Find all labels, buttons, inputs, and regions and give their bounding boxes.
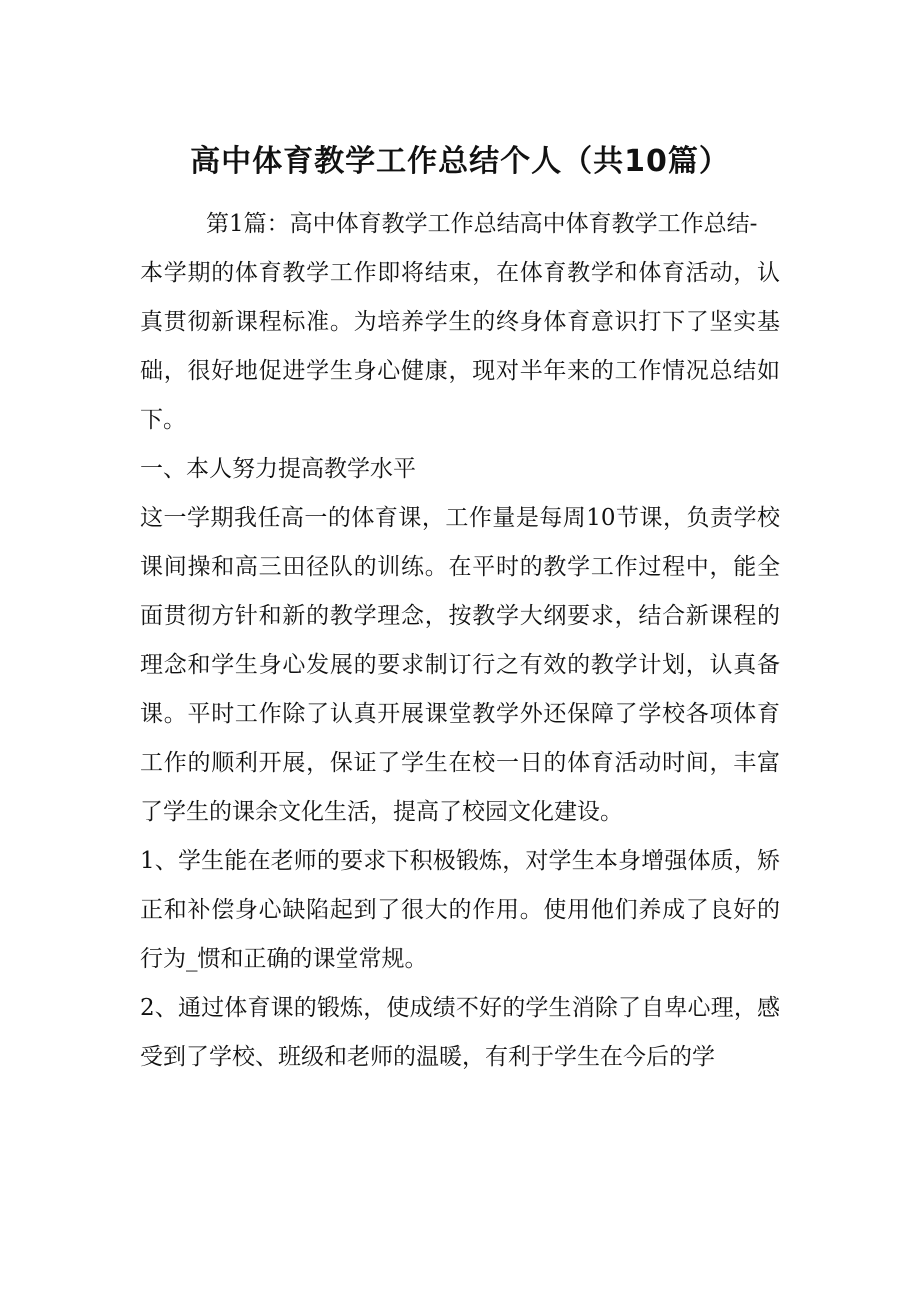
section-heading: 一、本人努力提高教学水平 [140, 456, 416, 482]
document-body [140, 200, 780, 1082]
paragraph-intro: 本学期的体育教学工作即将结束，在体育教学和体育活动，认真贯彻新课程标准。为培养学生的终身体育意识打下了坚实基础，很好地促进学生身心健康，现对半年来的工作情况总结如下。 [140, 260, 780, 433]
paragraph-chapter-heading: 第1篇：高中体育教学工作总结高中体育教学工作总结- [206, 211, 758, 237]
paragraph-work: 这一学期我任高一的体育课，工作量是每周10节课，负责学校课间操和高三田径队的训练。在平时的教学工作过程中，能全面贯彻方针和新的教学理念，按教学大纲要求，结合新课程的理念和学生身心发展的要求制订行之有效的教学计划，认真备课。平时工作除了认真开展课堂教学外还保障了学校各项体育工作的顺利开展，保证了学生在校一日的体育活动时间，丰富了学生的课余文化生活，提高了校园文化建设。 [140, 505, 780, 825]
document-title: 高中体育教学工作总结个人（共10篇） [190, 144, 730, 179]
paragraph-point-2: 2、通过体育课的锻炼，使成绩不好的学生消除了自卑心理，感受到了学校、班级和老师的温暖，有利于学生在今后的学 [140, 995, 780, 1070]
paragraph-point-1: 1、学生能在老师的要求下积极锻炼，对学生本身增强体质，矫正和补偿身心缺陷起到了很大的作用。使用他们养成了良好的行为_惯和正确的课堂常规。 [140, 848, 780, 972]
